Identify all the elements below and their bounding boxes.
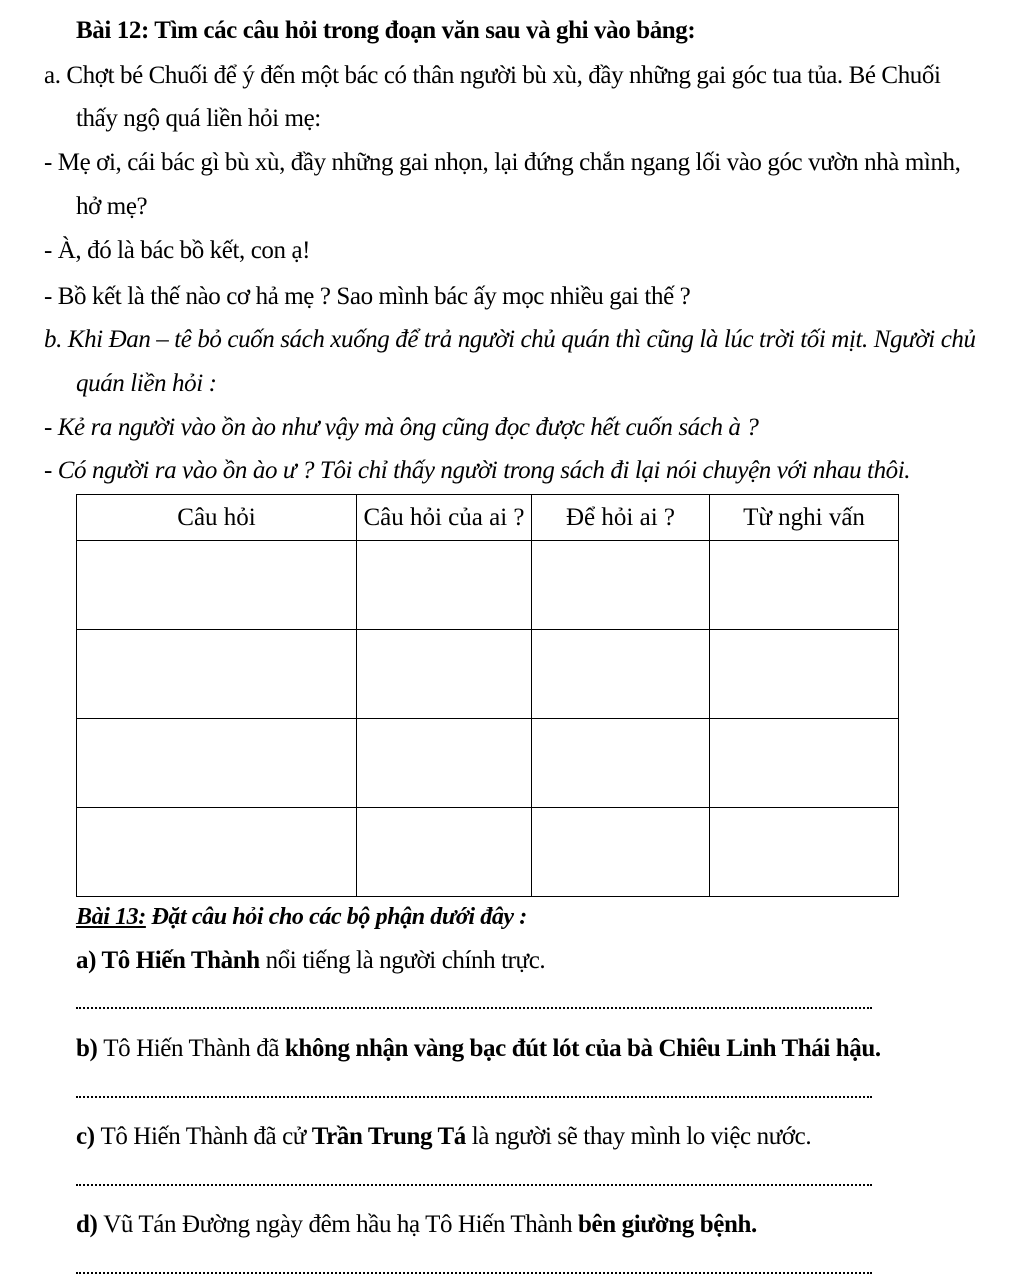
answer-line-c[interactable] — [76, 1184, 872, 1186]
header-question: Câu hỏi — [77, 495, 357, 541]
exercise-12-title: Bài 12: Tìm các câu hỏi trong đoạn văn sau và ghi vào bảng: — [76, 17, 696, 44]
answer-table — [76, 494, 899, 897]
table-row — [77, 541, 899, 630]
passage-a-line-4: hở mẹ? — [76, 193, 148, 220]
table-cell[interactable] — [710, 630, 899, 719]
table-row — [77, 808, 899, 897]
table-cell[interactable] — [77, 541, 357, 630]
passage-b-line-1: b. Khi Đan – tê bỏ cuốn sách xuống để trả người chủ quán thì cũng là lúc trời tối mịt. Người chủ — [44, 326, 976, 353]
table-cell[interactable] — [77, 808, 357, 897]
header-whose-question: Câu hỏi của ai ? — [357, 495, 532, 541]
passage-b-line-2: quán liền hỏi : — [76, 370, 217, 397]
item-a-label: a) — [76, 947, 102, 974]
item-b-bold: không nhận vàng bạc đút lót của bà Chiêu Linh Thái hậu. — [284, 1035, 881, 1062]
item-d-label: d) — [76, 1211, 104, 1238]
item-c-label: c) — [76, 1123, 101, 1150]
table-cell[interactable] — [77, 719, 357, 808]
item-b-label: b) — [76, 1035, 104, 1062]
item-c-plain: Tô Hiến Thành đã cử — [100, 1123, 312, 1150]
item-b-plain: Tô Hiến Thành đã — [103, 1035, 285, 1062]
answer-line-a[interactable] — [76, 1007, 872, 1009]
exercise-13-heading — [76, 902, 527, 932]
answer-line-b[interactable] — [76, 1096, 872, 1098]
table-cell[interactable] — [357, 541, 532, 630]
table-cell[interactable] — [532, 719, 710, 808]
item-a — [76, 946, 545, 976]
table-cell[interactable] — [532, 630, 710, 719]
item-c-bold: Trần Trung Tá — [311, 1123, 466, 1150]
passage-a-line-3: - Mẹ ơi, cái bác gì bù xù, đầy những gai nhọn, lại đứng chắn ngang lối vào góc vườn nhà mình, — [44, 149, 961, 176]
table-cell[interactable] — [710, 719, 899, 808]
item-a-bold: Tô Hiến Thành — [101, 947, 260, 974]
exercise-13-title: Bài 13: — [76, 904, 146, 930]
answer-line-d[interactable] — [76, 1272, 872, 1274]
table-cell[interactable] — [532, 541, 710, 630]
table-cell[interactable] — [357, 719, 532, 808]
passage-a-line-5: - À, đó là bác bồ kết, con ạ! — [44, 237, 311, 264]
passage-b-line-4: - Có người ra vào ồn ào ư ? Tôi chỉ thấy người trong sách đi lại nói chuyện với nhau thôi. — [44, 457, 911, 484]
item-b — [76, 1034, 881, 1064]
passage-a-line-6: - Bồ kết là thế nào cơ hả mẹ ? Sao mình bác ấy mọc nhiều gai thế ? — [44, 283, 691, 310]
item-c — [76, 1122, 811, 1152]
table-cell[interactable] — [357, 630, 532, 719]
table-cell[interactable] — [710, 541, 899, 630]
table-cell[interactable] — [357, 808, 532, 897]
header-asking-whom: Để hỏi ai ? — [532, 495, 710, 541]
table-cell[interactable] — [77, 630, 357, 719]
passage-a-line-1: a. Chợt bé Chuối để ý đến một bác có thân người bù xù, đầy những gai góc tua tủa. Bé Chuối — [44, 62, 941, 89]
table-row — [77, 719, 899, 808]
table-row — [77, 630, 899, 719]
table-header-row — [77, 495, 899, 541]
table-cell[interactable] — [710, 808, 899, 897]
item-d — [76, 1210, 757, 1240]
header-question-word: Từ nghi vấn — [710, 495, 899, 541]
table-cell[interactable] — [532, 808, 710, 897]
exercise-13-instruction: Đặt câu hỏi cho các bộ phận dưới đây : — [145, 904, 527, 930]
passage-b-line-3: - Kẻ ra người vào ồn ào như vậy mà ông cũng đọc được hết cuốn sách à ? — [44, 414, 759, 441]
item-d-bold: bên giường bệnh. — [578, 1211, 757, 1238]
item-d-plain: Vũ Tán Đường ngày đêm hầu hạ Tô Hiến Thành — [103, 1211, 579, 1238]
item-a-rest: nổi tiếng là người chính trực. — [259, 947, 546, 974]
item-c-rest: là người sẽ thay mình lo việc nước. — [465, 1123, 812, 1150]
passage-a-line-2: thấy ngộ quá liền hỏi mẹ: — [76, 105, 321, 132]
